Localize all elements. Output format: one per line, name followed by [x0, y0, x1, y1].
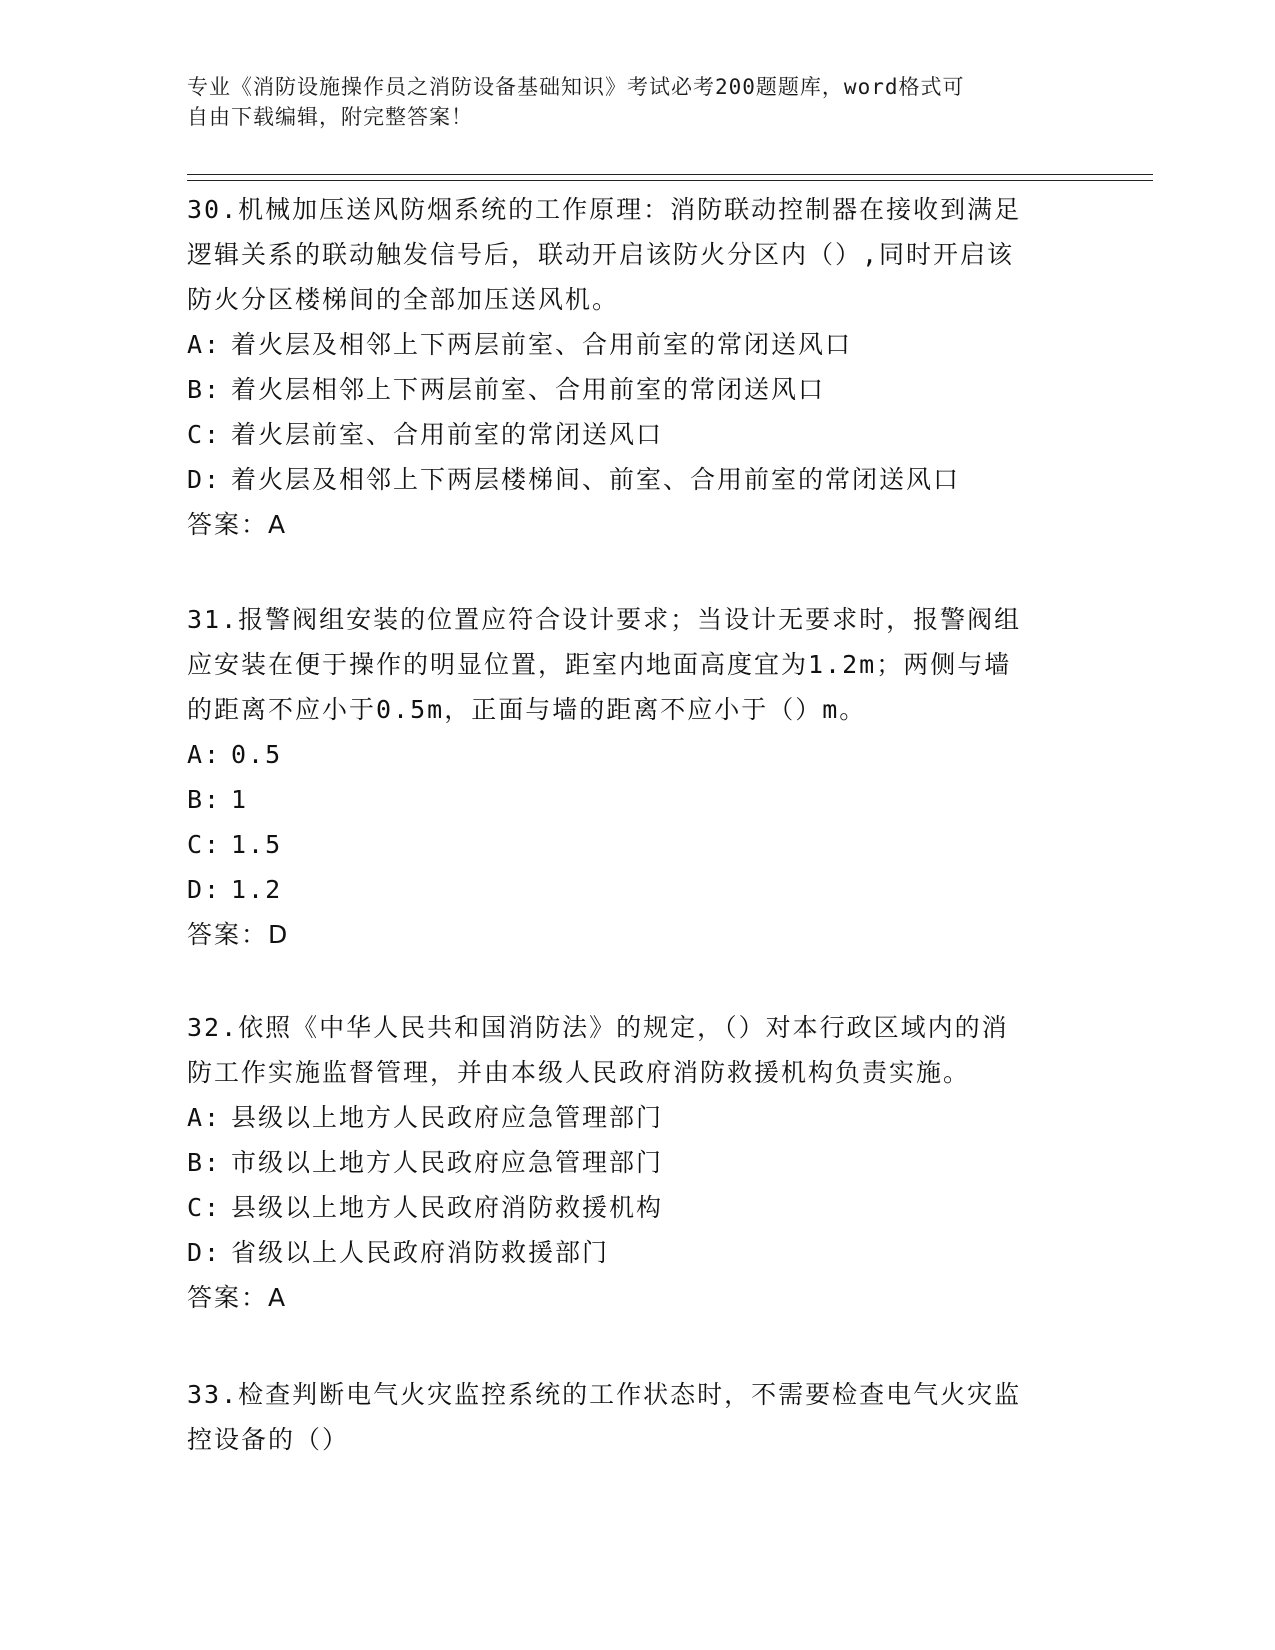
option-key: B:	[187, 375, 222, 404]
option-text: 着火层及相邻上下两层楼梯间、前室、合用前室的常闭送风口	[231, 465, 961, 494]
option-key: C:	[187, 420, 222, 449]
option-b	[187, 367, 1087, 412]
option-text: 县级以上地方人民政府应急管理部门	[231, 1103, 664, 1132]
answer-line: 答案：D	[187, 920, 290, 949]
option-key: B:	[187, 785, 222, 814]
answer-line: 答案：A	[187, 510, 288, 539]
header-divider	[187, 180, 1153, 181]
question-line: 31.报警阀组安装的位置应符合设计要求；当设计无要求时，报警阀组	[187, 605, 1022, 634]
question-line: 30.机械加压送风防烟系统的工作原理：消防联动控制器在接收到满足	[187, 195, 1022, 224]
document-header	[187, 72, 1067, 132]
option-d	[187, 1230, 1087, 1275]
question-block	[187, 597, 1087, 957]
question-line: 33.检查判断电气火灾监控系统的工作状态时，不需要检查电气火灾监	[187, 1380, 1022, 1409]
option-c	[187, 412, 1087, 457]
option-d	[187, 867, 1087, 912]
option-key: D:	[187, 465, 222, 494]
option-text: 省级以上人民政府消防救援部门	[231, 1238, 610, 1267]
option-key: C:	[187, 1193, 222, 1222]
question-line: 控设备的（）	[187, 1425, 350, 1454]
option-key: D:	[187, 875, 222, 904]
option-key: C:	[187, 830, 222, 859]
option-text: 0.5	[231, 740, 283, 769]
question-line: 应安装在便于操作的明显位置，距室内地面高度宜为1.2m；两侧与墙	[187, 650, 1012, 679]
header-line: 自由下载编辑，附完整答案！	[187, 105, 473, 129]
question-block	[187, 1372, 1087, 1462]
question-line: 的距离不应小于0.5m，正面与墙的距离不应小于（）m。	[187, 695, 867, 724]
option-text: 着火层相邻上下两层前室、合用前室的常闭送风口	[231, 375, 826, 404]
option-key: A:	[187, 740, 222, 769]
option-text: 1.2	[231, 875, 283, 904]
option-text: 县级以上地方人民政府消防救援机构	[231, 1193, 664, 1222]
option-c	[187, 822, 1087, 867]
option-key: A:	[187, 1103, 222, 1132]
option-d	[187, 457, 1087, 502]
option-key: A:	[187, 330, 222, 359]
header-divider	[187, 174, 1153, 175]
option-text: 市级以上地方人民政府应急管理部门	[231, 1148, 664, 1177]
question-block	[187, 1005, 1087, 1320]
option-text: 1	[231, 785, 249, 814]
option-text: 着火层及相邻上下两层前室、合用前室的常闭送风口	[231, 330, 853, 359]
question-line: 逻辑关系的联动触发信号后，联动开启该防火分区内（）,同时开启该	[187, 240, 1015, 269]
option-key: B:	[187, 1148, 222, 1177]
option-a	[187, 322, 1087, 367]
question-line: 32.依照《中华人民共和国消防法》的规定，（）对本行政区域内的消	[187, 1013, 1009, 1042]
header-line: 专业《消防设施操作员之消防设备基础知识》考试必考200题题库，word格式可	[187, 75, 965, 99]
option-a	[187, 732, 1087, 777]
question-line: 防火分区楼梯间的全部加压送风机。	[187, 285, 620, 314]
question-line: 防工作实施监督管理，并由本级人民政府消防救援机构负责实施。	[187, 1058, 971, 1087]
option-text: 着火层前室、合用前室的常闭送风口	[231, 420, 664, 449]
option-key: D:	[187, 1238, 222, 1267]
answer-line: 答案：A	[187, 1283, 288, 1312]
option-b	[187, 1140, 1087, 1185]
question-block	[187, 187, 1087, 547]
option-b	[187, 777, 1087, 822]
option-a	[187, 1095, 1087, 1140]
option-c	[187, 1185, 1087, 1230]
option-text: 1.5	[231, 830, 283, 859]
